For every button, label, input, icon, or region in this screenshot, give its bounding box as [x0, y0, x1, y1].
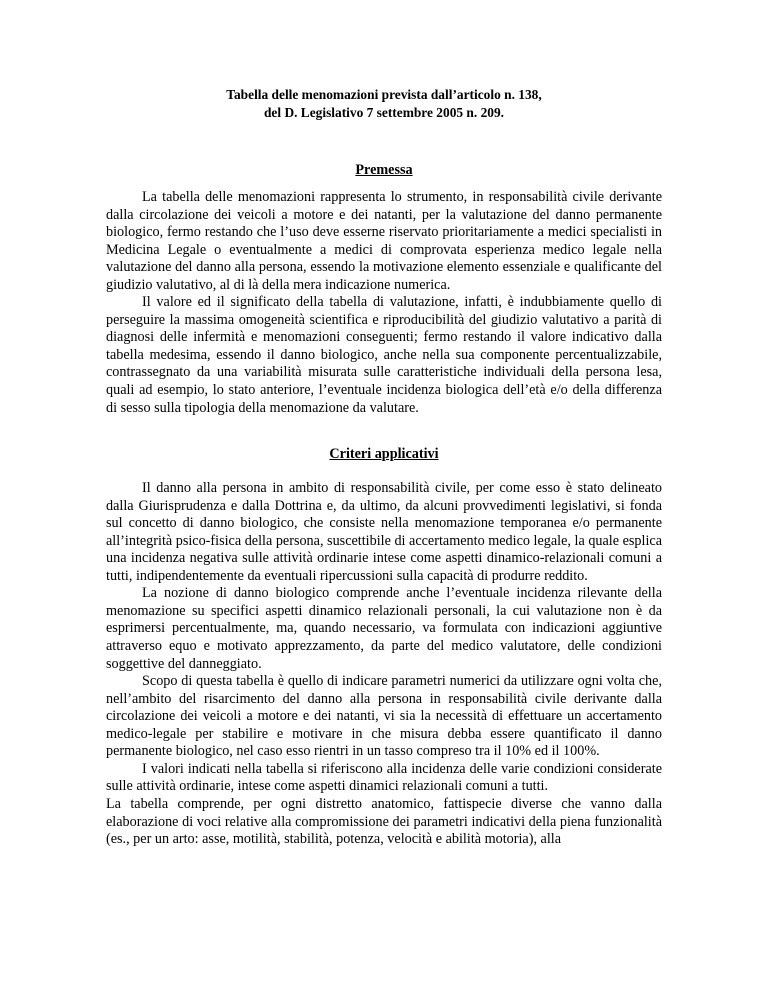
section-criteri-applicativi [106, 446, 662, 848]
document-title-line-1: Tabella delle menomazioni prevista dall’articolo n. 138, [226, 87, 542, 102]
paragraph: Il valore ed il significato della tabella di valutazione, infatti, è indubbiamente quello di perseguire la massima omogeneità scientifica e riproducibilità del giudizio valutativo a parità di diagnosi delle infermità e menomazioni conseguenti; fermo restando il valore indicativo dalla tabella medesima, essendo il danno biologico, anche nella sua componente percentualizzabile, contrassegnato da una variabilità misurata sulle caratteristiche individuali della persona lesa, quali ad esempio, lo stato anteriore, l’eventuale incidenza biologica dell’età e/o della differenza di sesso sulla tipologia della menomazione da valutare. [106, 294, 662, 416]
paragraph: La tabella comprende, per ogni distretto anatomico, fattispecie diverse che vanno dalla elaborazione di voci relative alla compromissione dei parametri indicativi della piena funzionalità (es., per un arto: asse, motilità, stabilità, potenza, velocità e abilità motoria), alla [106, 795, 662, 848]
paragraph: Il danno alla persona in ambito di responsabilità civile, per come esso è stato delineato dalla Giurisprudenza e dalla Dottrina e, da ultimo, da alcuni provvedimenti legislativi, si fonda sul concetto di danno biologico, che consiste nella menomazione temporanea e/o permanente all’integrità psico-fisica della persona, suscettibile di accertamento medico legale, la quale esplica una incidenza negativa sulle attività ordinarie intese come aspetti dinamico-relazionali comuni a tutti, indipendentemente da eventuali ripercussioni sulla capacità di produrre reddito. [106, 480, 662, 584]
document-title-line-2: del D. Legislativo 7 settembre 2005 n. 209. [263, 105, 505, 120]
paragraph: La tabella delle menomazioni rappresenta lo strumento, in responsabilità civile derivante dalla circolazione dei veicoli a motore e dei natanti, per la valutazione del danno permanente biologico, fermo restando che l’uso deve esserne riservato prioritariamente a medici specialisti in Medicina Legale o eventualmente a medici di comprovata esperienza medico legale nella valutazione del danno alla persona, essendo la motivazione elemento essenziale e qualificante del giudizio valutativo, al di là della mera indicazione numerica. [106, 189, 662, 293]
section-premessa [106, 162, 662, 417]
section-heading-criteri-applicativi: Criteri applicativi [329, 446, 439, 463]
paragraph: Scopo di questa tabella è quello di indicare parametri numerici da utilizzare ogni volta che, nell’ambito del risarcimento del danno alla persona in responsabilità civile derivante dalla circolazione dei veicoli a motore e dei natanti, vi sia la necessità di effettuare un accertamento medico-legale per stabilire e motivare in che misura debba essere quantificato il danno permanente biologico, nel caso esso rientri in un tasso compreso tra il 10% ed il 100%. [106, 673, 662, 760]
section-heading-premessa: Premessa [355, 162, 413, 178]
document-page [106, 86, 662, 849]
paragraph: La nozione di danno biologico comprende anche l’eventuale incidenza rilevante della menomazione su specifici aspetti dinamico relazionali personali, la cui valutazione non è da esprimersi percentualmente, ma, quando necessario, va formulata con indicazioni aggiuntive attraverso equo e motivato apprezzamento, da parte del medico valutatore, delle condizioni soggettive del danneggiato. [106, 585, 662, 672]
paragraph: I valori indicati nella tabella si riferiscono alla incidenza delle varie condizioni considerate sulle attività ordinarie, intese come aspetti dinamici relazionali comuni a tutti. [106, 760, 662, 795]
